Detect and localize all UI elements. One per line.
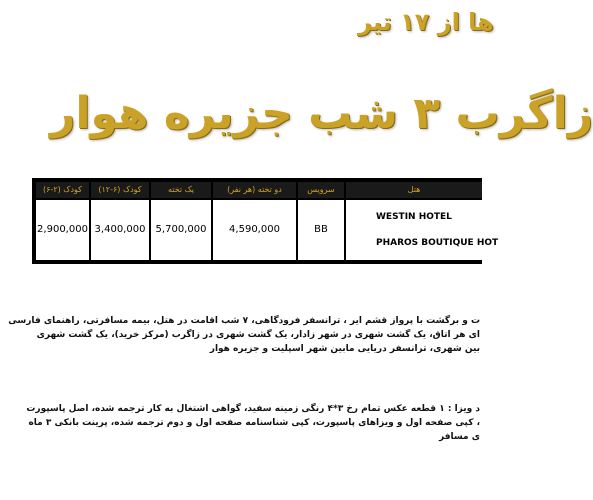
service-type: BB <box>298 200 344 260</box>
header-single: یک تخته <box>151 182 211 198</box>
hotel-names <box>346 200 499 260</box>
visa-documents-paragraph <box>26 402 480 444</box>
services-line: ای هر اتاق، یک گشت شهری در شهر زادار، یک گشت شهری در زاگرب (مرکز خرید)، یک گشت شهری <box>36 330 480 340</box>
price-child-6-12: 3,400,000 <box>91 200 149 260</box>
header-double: دو تخته (هر نفر) <box>213 182 296 198</box>
header-child-2-6: کودک (۲-۶) <box>36 182 89 198</box>
services-paragraph <box>8 314 480 356</box>
hotel-name: WESTIN HOTEL <box>376 212 452 222</box>
docs-line: د ویزا : ۱ قطعه عکس تمام رخ ۳*۴ رنگی زمینه سفید، گواهی اشتغال به کار ترجمه شده، اصل پاسپورت <box>26 404 480 414</box>
services-line: ت و برگشت با پرواز قشم ایر ، ترانسفر فرودگاهی، ۷ شب اقامت در هتل، بیمه مسافرتی، راهنمای فارسی <box>8 316 480 326</box>
price-double: 4,590,000 <box>213 200 296 260</box>
header-service: سرویس <box>298 182 344 198</box>
price-child-2-6: 2,900,000 <box>36 200 89 260</box>
page-title: زاگرب ۳ شب جزیره هوار <box>50 88 593 139</box>
header-top-text: ها از ۱۷ تیر <box>358 8 494 36</box>
price-single: 5,700,000 <box>151 200 211 260</box>
header-child-6-12: کودک (۶-۱۲) <box>91 182 149 198</box>
docs-line: ، کپی صفحه اول و ویزاهای پاسپورت، کپی شناسنامه صفحه اول و دوم ترجمه شده، پرینت بانکی ۳ ماه <box>28 418 480 428</box>
header-hotel: هتل <box>346 182 482 198</box>
docs-line: ی مسافر <box>439 432 480 442</box>
hotel-name: PHAROS BOUTIQUE HOT <box>376 238 499 248</box>
price-table <box>32 178 499 264</box>
services-line: بین شهری، ترانسفر دریایی مابین شهر اسپلیت و جزیره هوار <box>209 344 480 354</box>
